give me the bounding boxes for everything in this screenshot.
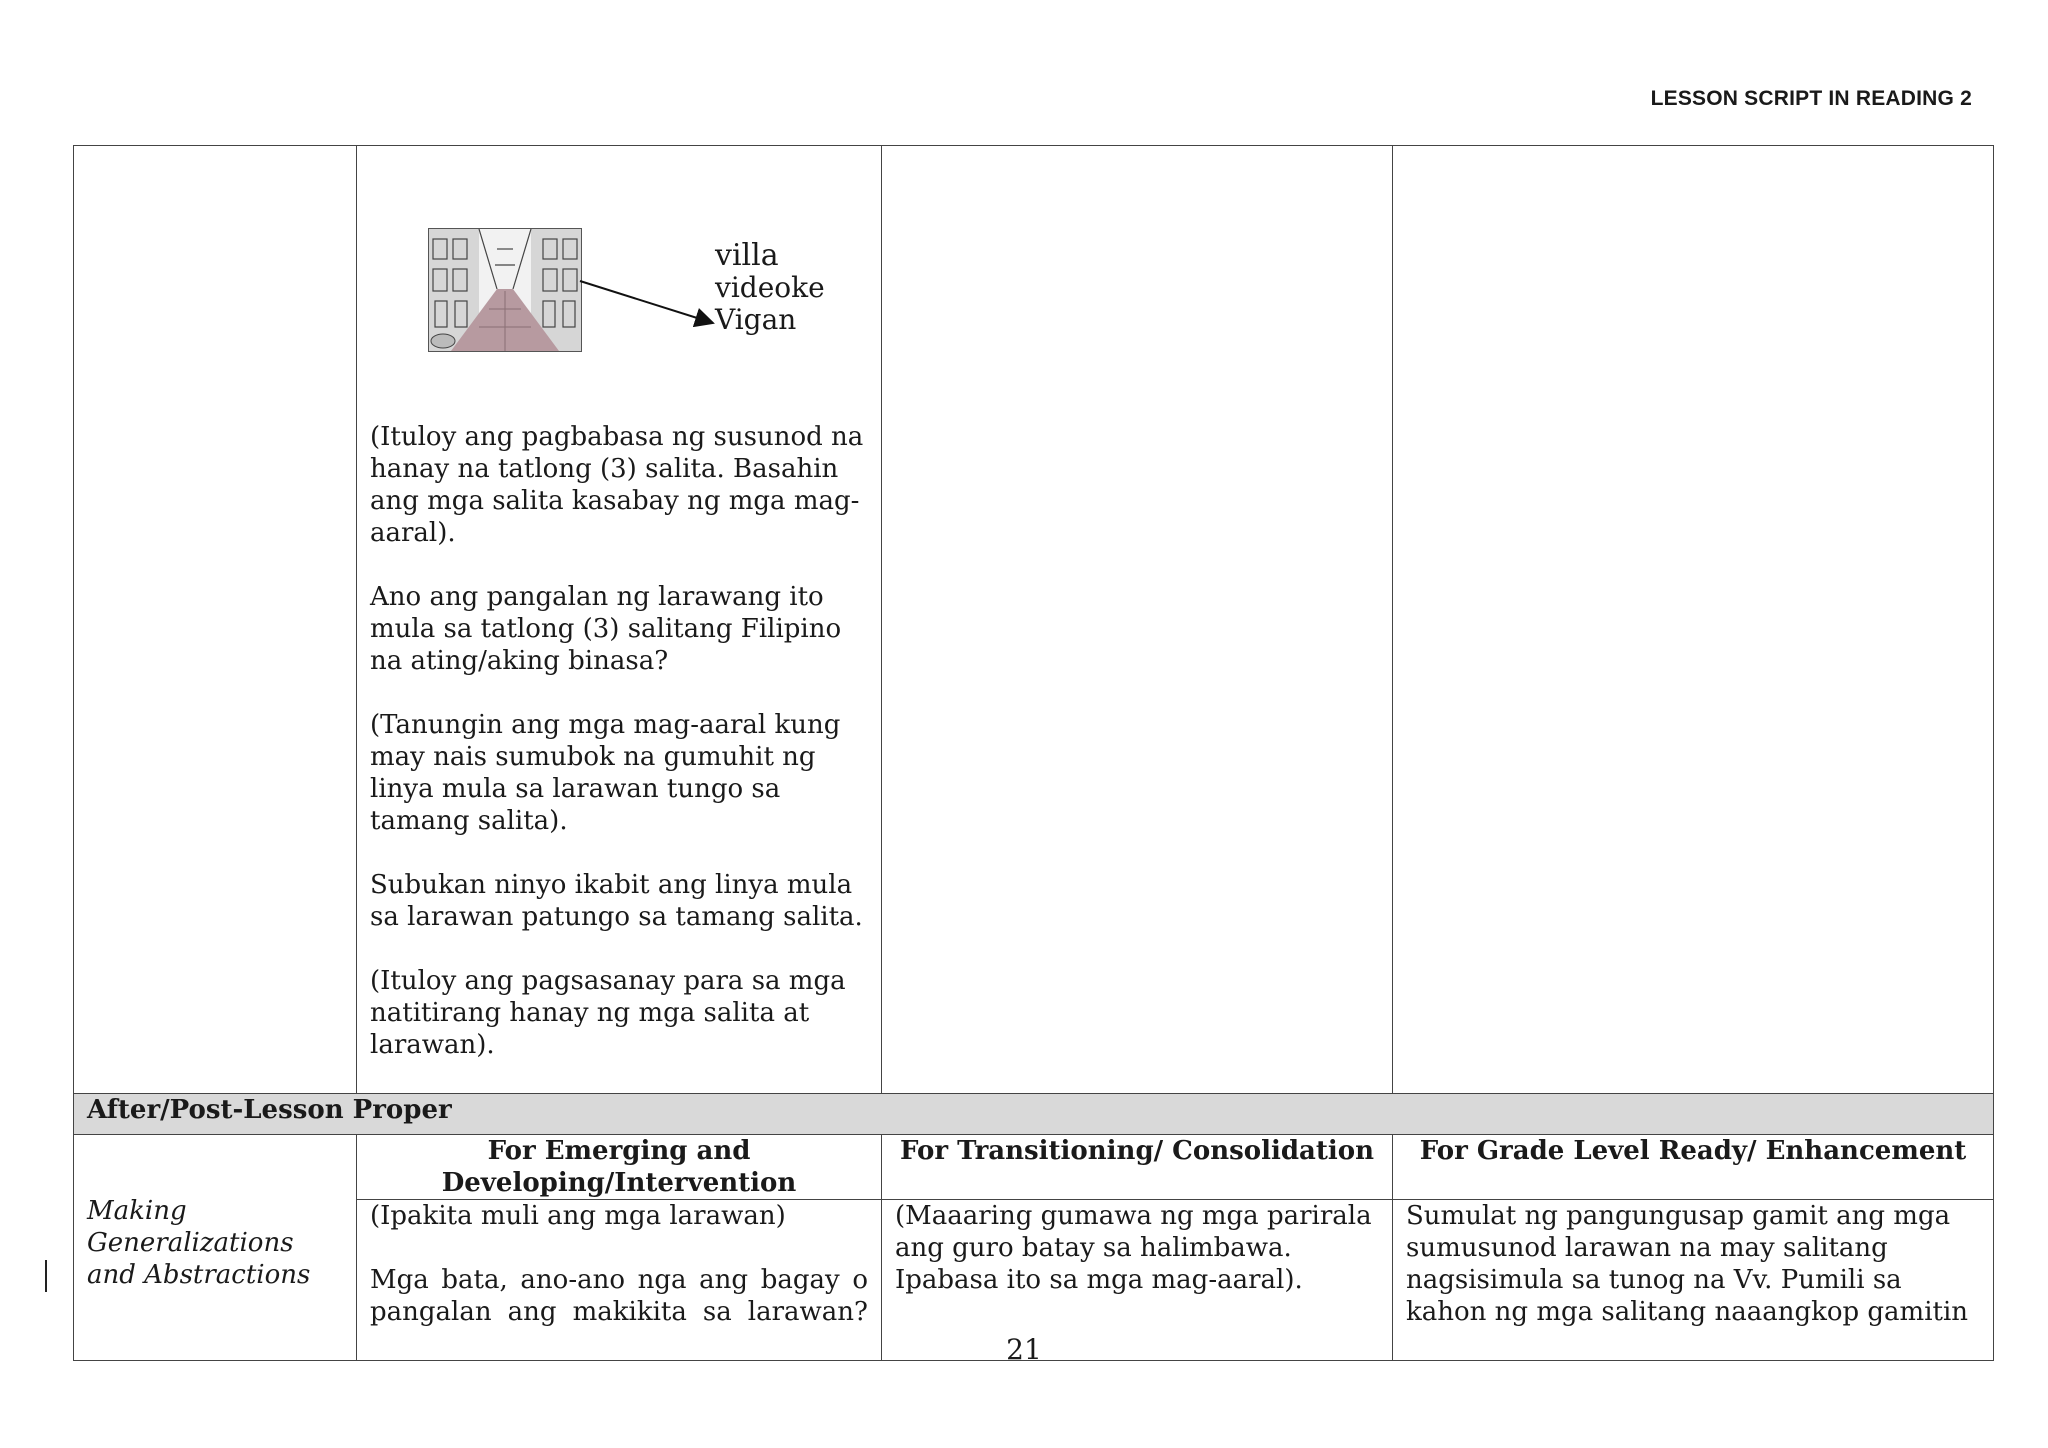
transitioning-text: (Maaaring gumawa ng mga parirala ang guro batay sa halimbawa. Ipabasa ito sa mga mag-aaral). (895, 1201, 1372, 1295)
revision-bar (45, 1260, 47, 1292)
word-choice: villa (715, 238, 779, 273)
transitioning-heading: For Transitioning/ Consolidation (882, 1135, 1393, 1200)
grade-level-empty-cell (1393, 146, 1994, 1094)
word-choices (715, 240, 825, 336)
document-header: LESSON SCRIPT IN READING 2 (1650, 87, 1972, 110)
grade-level-text: Sumulat ng pangungusap gamit ang mga sumusunod larawan na may salitang nagsisimula sa tunog na Vv. Pumili sa kahon ng mga salitang naaangkop gamitin (1406, 1201, 1969, 1327)
word-choice: videoke (715, 271, 825, 304)
instruction-paragraph: Ano ang pangalan ng larawang ito mula sa tatlong (3) salitang Filipino na ating/aking binasa? (370, 582, 842, 676)
instruction-paragraph: (Tanungin ang mga mag-aaral kung may nais sumubok na gumuhit ng linya mula sa larawan tungo sa tamang salita). (370, 710, 841, 836)
row-label: Making Generalizations and Abstractions (74, 1135, 357, 1361)
transitioning-empty-cell (882, 146, 1393, 1094)
emerging-question: Mga bata, ano-ano nga ang bagay o pangalan ang makikita sa larawan? (370, 1265, 868, 1327)
emerging-text: (Ipakita muli ang mga larawan) (370, 1201, 786, 1231)
empty-label-cell (74, 146, 357, 1094)
activity-row (74, 146, 1994, 1094)
column-heading-row (74, 1135, 1994, 1200)
instruction-paragraph: (Ituloy ang pagsasanay para sa mga natitirang hanay ng mga salita at larawan). (370, 966, 846, 1060)
word-choice: Vigan (715, 303, 797, 336)
instruction-paragraph: Subukan ninyo ikabit ang linya mula sa larawan patungo sa tamang salita. (370, 870, 863, 932)
instruction-paragraph: (Ituloy ang pagbabasa ng susunod na hanay na tatlong (3) salita. Basahin ang mga salita kasabay ng mga mag-aaral). (370, 422, 864, 548)
section-header-row (74, 1094, 1994, 1135)
grade-level-heading: For Grade Level Ready/ Enhancement (1393, 1135, 1994, 1200)
page-number: 21 (1006, 1333, 1042, 1366)
emerging-heading: For Emerging and Developing/Intervention (357, 1135, 882, 1200)
activity-cell (357, 146, 882, 1094)
section-title: After/Post-Lesson Proper (74, 1094, 1994, 1135)
lesson-table (73, 145, 1994, 1361)
matching-exercise (370, 146, 868, 421)
